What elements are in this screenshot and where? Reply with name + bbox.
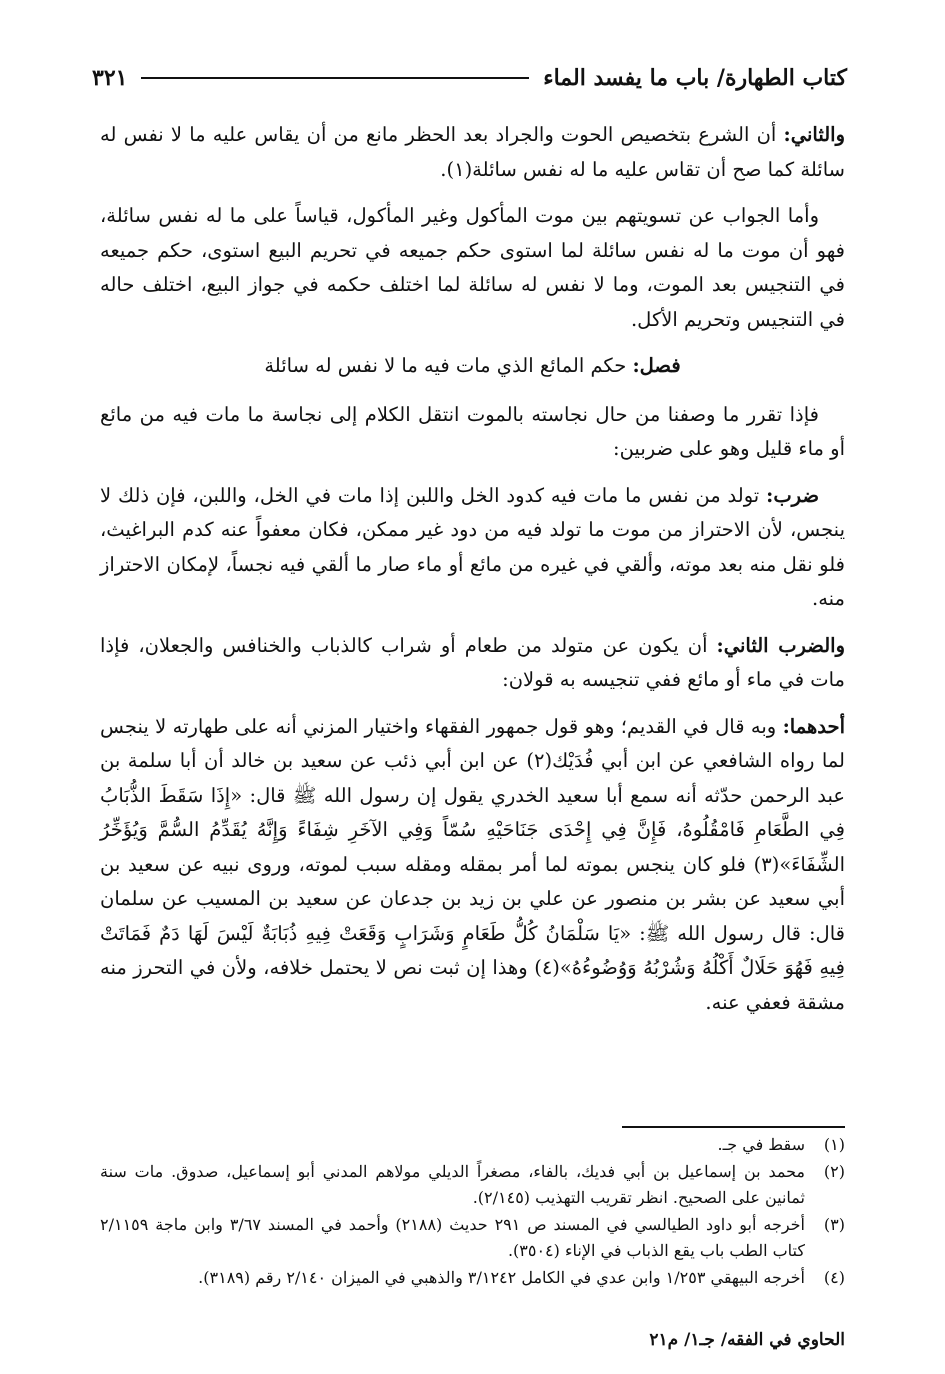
paragraph-term: ضرب: — [766, 483, 819, 507]
paragraph-text: تولد من نفس ما مات فيه كدود الخل واللبن إذا مات في الخل، واللبن، فإن ذلك لا ينجس، لأن الاحتراز من موت ما تولد فيه من دود غير ممكن، فكان معفواً عنه كدم البراغيث، فلو نقل منه بعد موته، وألقي في غيره من مائع أو ماء صار ما ألقي فيه نجساً، لإمكان الاحتراز منه. — [100, 483, 845, 610]
paragraph-term: والضرب الثاني: — [716, 633, 845, 657]
paragraph-text: أن الشرع بتخصيص الحوت والجراد بعد الحظر مانع من أن يقاس عليه ما لا نفس له سائلة كما صح أن تقاس عليه ما له نفس سائلة(١). — [100, 123, 845, 181]
footnote — [100, 1212, 845, 1264]
footnote-number: (١) — [823, 1135, 845, 1154]
signature-line: الحاوي في الفقه/ جـ١/ م٢١ — [649, 1330, 845, 1350]
footnote-text: محمد بن إسماعيل بن أبي فديك، بالفاء، مصغراً الديلي مولاهم المدني أبو إسماعيل، صدوق. مات سنة ثمانين على الصحيح. انظر تقريب التهذيب (٢/١٤٥). — [100, 1162, 805, 1207]
section-title: حكم المائع الذي مات فيه ما لا نفس له سائلة — [264, 354, 633, 377]
paragraph — [100, 629, 845, 698]
paragraph — [100, 118, 845, 187]
footnote — [100, 1132, 845, 1158]
chapter-title: كتاب الطهارة/ باب ما يفسد الماء — [543, 65, 847, 91]
paragraph-text: وأما الجواب عن تسويتهم بين موت المأكول وغير المأكول، قياساً على ما له نفس سائلة، فهو أن موت ما له نفس سائلة لما استوى حكم جميعه في تحريم البيع استوى، حكم جميعه في التنجيس بعد الموت، وما لا نفس له سائلة لما اختلف حكمه في جواز البيع، اختلف حاله في التنجيس وتحريم الأكل. — [100, 204, 845, 331]
paragraph — [100, 199, 845, 337]
footnote-number: (٤) — [823, 1268, 845, 1287]
paragraph-term: أحدهما: — [782, 714, 845, 738]
running-header — [92, 60, 847, 96]
footnotes — [100, 1132, 845, 1292]
footnote — [100, 1159, 845, 1211]
footnote-separator — [622, 1126, 845, 1128]
header-rule — [141, 77, 529, 79]
footnote-text: أخرجه البيهقي ١/٢٥٣ وابن عدي في الكامل ٣/١٢٤٢ والذهبي في الميزان ٢/١٤٠ رقم (٣١٨٩). — [198, 1268, 805, 1287]
paragraph-term: والثاني: — [783, 123, 845, 146]
paragraph — [100, 398, 845, 467]
footnote — [100, 1265, 845, 1291]
footnote-text: سقط في جـ. — [717, 1135, 805, 1154]
footnote-number: (٢) — [823, 1162, 845, 1181]
paragraph — [100, 479, 845, 617]
footnote-number: (٣) — [823, 1215, 845, 1234]
paragraph-text: وبه قال في القديم؛ وهو قول جمهور الفقهاء واختيار المزني أنه على طهارته لا ينجس لما رواه الشافعي عن ابن أبي فُدَيْك(٢) عن ابن أبي ذئب عن سعيد بن خالد أن أبا سلمة بن عبد الرحمن حدّثه أنه سمع أبا سعيد الخدري يقول إن رسول الله ﷺ قال: «إِذَا سَقَطَ الذُّبَابُ فِي الطَّعَامِ فَامْقُلُوهُ، فَإِنَّ فِي إِحْدَى جَنَاحَيْهِ سُمّاً وَفِي الآخَرِ شِفَاءً وَإِنَّهُ يُقَدِّمُ السُّمَّ وَيُؤَخِّرُ الشِّفَاءَ»(٣) فلو كان ينجس بموته لما أمر بمقله ومقله سبب لموته، وروى نبيه عن سعيد بن أبي سعيد عن بشر بن منصور عن علي بن زيد بن جدعان عن سعيد بن المسيب عن سلمان قال: قال رسول الله ﷺ: «يَا سَلْمَانُ كُلُّ طَعَامٍ وَشَرَابٍ وَقَعَتْ فِيهِ ذُبَابَةٌ لَيْسَ لَهَا دَمٌ فَمَاتَتْ فِيهِ فَهُوَ حَلَالٌ أَكْلُهُ وَشُرْبُهُ وَوُضُوءُهُ»(٤) وهذا إن ثبت نص لا يحتمل خلافه، ولأن في التحرز منه مشقة فعفي عنه. — [100, 714, 845, 1014]
section-label: فصل: — [632, 354, 681, 377]
paragraph — [100, 710, 845, 1021]
paragraph-text: أن يكون عن متولد من طعام أو شراب كالذباب والخنافس والجعلان، فإذا مات في ماء أو مائع ففي تنجيسه به قولان: — [100, 633, 845, 691]
page-number: ٣٢١ — [92, 65, 128, 91]
section-heading — [100, 349, 845, 384]
footnote-text: أخرجه أبو داود الطيالسي في المسند ص ٢٩١ حديث (٢١٨٨) وأحمد في المسند ٣/٦٧ وابن ماجة ٢/١١٥٩ كتاب الطب باب يقع الذباب في الإناء (٣٥٠٤). — [100, 1215, 806, 1260]
main-text — [100, 118, 845, 1032]
paragraph-text: فإذا تقرر ما وصفنا من حال نجاسته بالموت انتقل الكلام إلى نجاسة ما مات فيه من مائع أو ماء قليل وهو على ضربين: — [100, 402, 845, 460]
